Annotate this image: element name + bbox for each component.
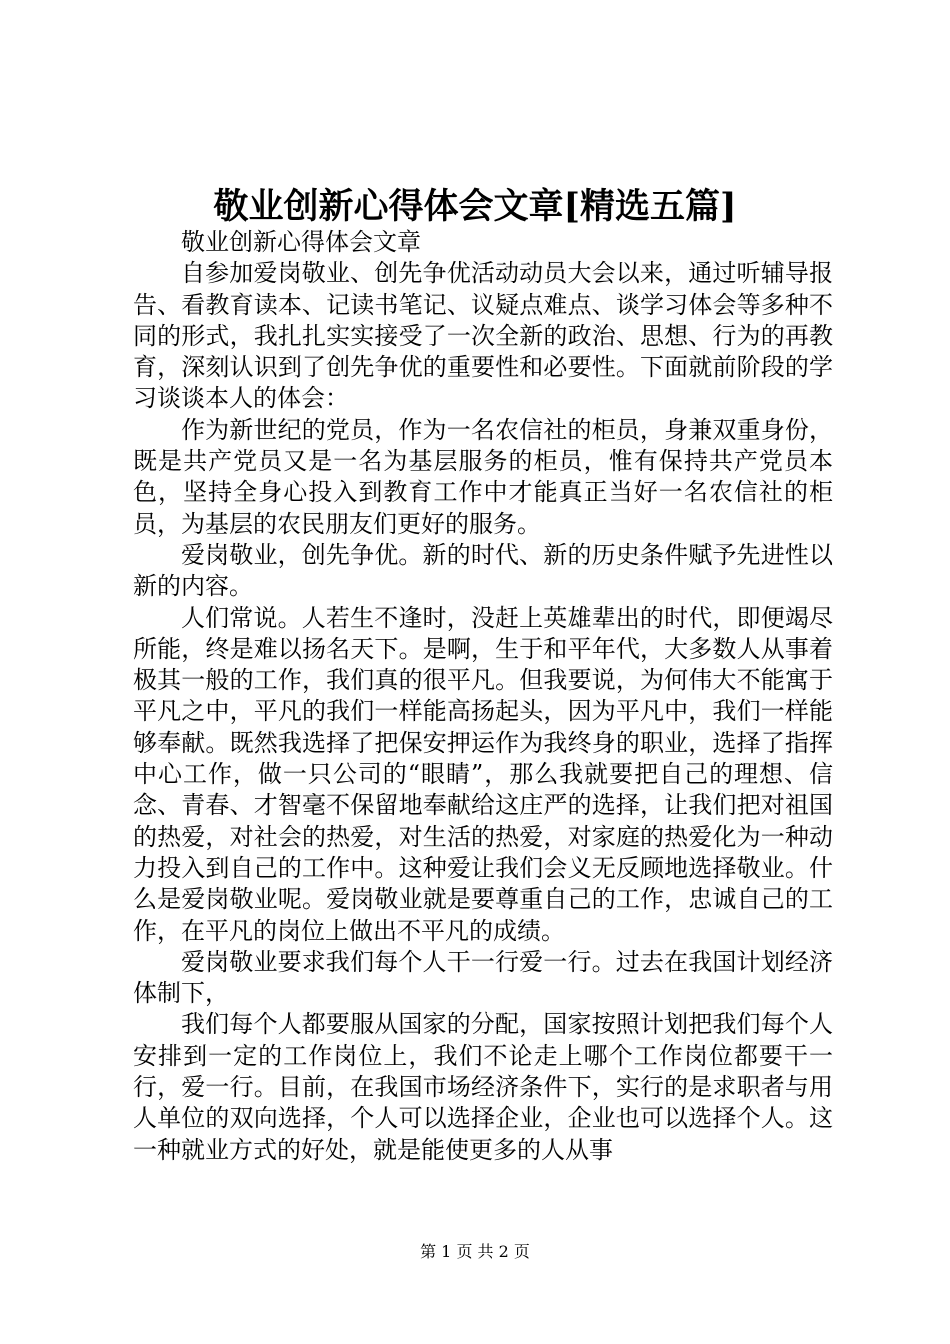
- paragraph: 自参加爱岗敬业、创先争优活动动员大会以来，通过听辅导报告、看教育读本、记读书笔记、议疑点难点、谈学习体会等多种不同的形式，我扎扎实实接受了一次全新的政治、思想、行为的再教育，深刻认识到了创先争优的重要性和必要性。下面就前阶段的学习谈谈本人的体会：: [133, 259, 833, 413]
- paragraph: 人们常说。人若生不逢时，没赶上英雄辈出的时代，即便竭尽所能，终是难以扬名天下。是啊，生于和平年代，大多数人从事着极其一般的工作，我们真的很平凡。但我要说，为何伟大不能寓于平凡之中，平凡的我们一样能高扬起头，因为平凡中，我们一样能够奉献。既然我选择了把保安押运作为我终身的职业，选择了指挥中心工作，做一只公司的“眼睛”，那么我就要把自己的理想、信念、青春、才智毫不保留地奉献给这庄严的选择，让我们把对祖国的热爱，对社会的热爱，对生活的热爱，对家庭的热爱化为一种动力投入到自己的工作中。这种爱让我们会义无反顾地选择敬业。什么是爱岗敬业呢。爱岗敬业就是要尊重自己的工作，忠诚自己的工作，在平凡的岗位上做出不平凡的成绩。: [133, 603, 833, 945]
- paragraph: 爱岗敬业，创先争优。新的时代、新的历史条件赋予先进性以新的内容。: [133, 540, 833, 601]
- paragraph: 我们每个人都要服从国家的分配，国家按照计划把我们每个人安排到一定的工作岗位上，我们不论走上哪个工作岗位都要干一行，爱一行。目前，在我国市场经济条件下，实行的是求职者与用人单位的双向选择，个人可以选择企业，企业也可以选择个人。这一种就业方式的好处，就是能使更多的人从事: [133, 1010, 833, 1164]
- paragraph-subtitle: 敬业创新心得体会文章: [181, 228, 421, 256]
- page-number-footer: 第 1 页 共 2 页: [420, 1242, 530, 1261]
- document-body: [133, 227, 833, 1166]
- paragraph: 爱岗敬业要求我们每个人干一行爱一行。过去在我国计划经济体制下，: [133, 947, 833, 1008]
- paragraph: 作为新世纪的党员，作为一名农信社的柜员，身兼双重身份，既是共产党员又是一名为基层服务的柜员，惟有保持共产党员本色，坚持全身心投入到教育工作中才能真正当好一名农信社的柜员，为基层的农民朋友们更好的服务。: [133, 415, 833, 538]
- document-title: 敬业创新心得体会文章[精选五篇]: [213, 186, 737, 227]
